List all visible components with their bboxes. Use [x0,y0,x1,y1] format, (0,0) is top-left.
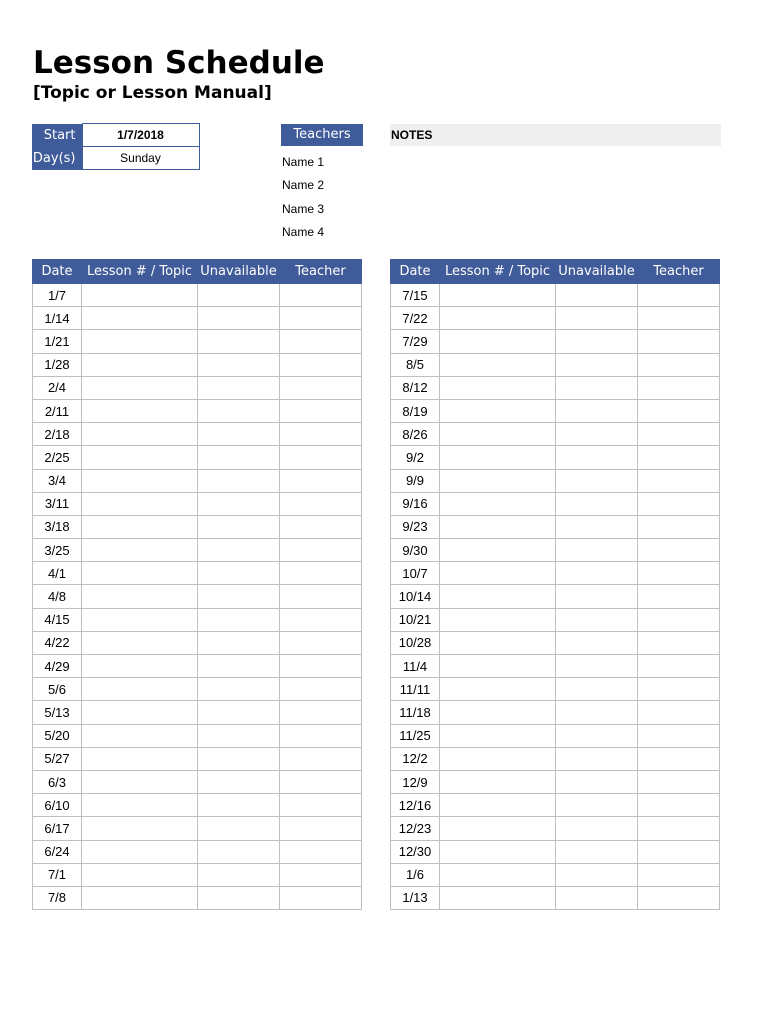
date-cell[interactable]: 7/29 [391,330,440,353]
teacher-cell[interactable] [280,701,362,724]
date-cell[interactable]: 10/28 [391,631,440,654]
unavailable-cell[interactable] [198,701,280,724]
topic-cell[interactable] [82,794,198,817]
teacher-cell[interactable] [638,492,720,515]
date-cell[interactable]: 5/13 [33,701,82,724]
topic-cell[interactable] [82,770,198,793]
date-cell[interactable]: 7/22 [391,307,440,330]
date-cell[interactable]: 1/21 [33,330,82,353]
table-row [33,399,362,422]
date-cell[interactable]: 1/13 [391,886,440,909]
unavailable-cell[interactable] [556,631,638,654]
topic-cell[interactable] [440,655,556,678]
topic-cell[interactable] [82,330,198,353]
teacher-cell[interactable] [280,399,362,422]
teacher-cell[interactable] [638,701,720,724]
unavailable-cell[interactable] [198,886,280,909]
teacher-cell[interactable] [280,724,362,747]
date-cell[interactable]: 10/21 [391,608,440,631]
table-row [33,794,362,817]
table-row [33,608,362,631]
topic-cell[interactable] [82,376,198,399]
teacher-cell[interactable] [638,863,720,886]
teacher-cell[interactable] [638,678,720,701]
date-cell[interactable]: 9/30 [391,539,440,562]
unavailable-cell[interactable] [556,863,638,886]
date-cell[interactable]: 12/9 [391,770,440,793]
topic-cell[interactable] [440,330,556,353]
unavailable-cell[interactable] [198,724,280,747]
table-row [391,886,720,909]
date-cell[interactable]: 8/19 [391,399,440,422]
schedule-table-right [390,259,720,910]
unavailable-cell[interactable] [198,747,280,770]
table-row [391,655,720,678]
date-cell[interactable]: 11/18 [391,701,440,724]
teacher-cell[interactable] [638,399,720,422]
date-cell[interactable]: 1/14 [33,307,82,330]
date-cell[interactable]: 5/6 [33,678,82,701]
unavailable-cell[interactable] [198,399,280,422]
date-cell[interactable]: 2/11 [33,399,82,422]
start-date-cell[interactable]: 1/7/2018 [82,124,199,147]
unavailable-cell[interactable] [556,353,638,376]
date-cell[interactable]: 2/4 [33,376,82,399]
topic-cell[interactable] [82,539,198,562]
page-title: Lesson Schedule [33,45,325,81]
unavailable-cell[interactable] [556,701,638,724]
date-cell[interactable]: 7/8 [33,886,82,909]
topic-cell[interactable] [440,678,556,701]
date-cell[interactable]: 6/3 [33,770,82,793]
table-row [33,446,362,469]
unavailable-cell[interactable] [556,399,638,422]
topic-cell[interactable] [82,863,198,886]
topic-cell[interactable] [82,631,198,654]
unavailable-cell[interactable] [556,284,638,307]
topic-cell[interactable] [440,562,556,585]
unavailable-cell[interactable] [556,747,638,770]
table-row [391,701,720,724]
topic-cell[interactable] [82,608,198,631]
date-cell[interactable]: 12/16 [391,794,440,817]
topic-cell[interactable] [82,284,198,307]
teacher-name-2[interactable]: Name 2 [282,178,325,192]
topic-cell[interactable] [440,307,556,330]
column-header-teacher: Teacher [638,260,720,284]
topic-cell[interactable] [82,840,198,863]
unavailable-cell[interactable] [556,585,638,608]
unavailable-cell[interactable] [198,492,280,515]
table-row [391,817,720,840]
topic-cell[interactable] [440,608,556,631]
unavailable-cell[interactable] [556,886,638,909]
topic-cell[interactable] [440,863,556,886]
topic-cell[interactable] [440,631,556,654]
teacher-cell[interactable] [638,840,720,863]
date-cell[interactable]: 6/17 [33,817,82,840]
unavailable-cell[interactable] [556,515,638,538]
teacher-cell[interactable] [638,770,720,793]
unavailable-cell[interactable] [556,376,638,399]
date-cell[interactable]: 3/18 [33,515,82,538]
topic-cell[interactable] [440,446,556,469]
date-cell[interactable]: 7/1 [33,863,82,886]
unavailable-cell[interactable] [556,817,638,840]
unavailable-cell[interactable] [556,770,638,793]
date-cell[interactable]: 2/25 [33,446,82,469]
teacher-name-3[interactable]: Name 3 [282,202,325,216]
date-cell[interactable]: 6/10 [33,794,82,817]
table-row [391,423,720,446]
teacher-cell[interactable] [280,423,362,446]
column-header-topic: Lesson # / Topic [82,260,198,284]
teacher-cell[interactable] [638,585,720,608]
notes-heading[interactable]: NOTES [390,124,721,146]
topic-cell[interactable] [82,655,198,678]
table-row [33,284,362,307]
table-row [391,284,720,307]
unavailable-cell[interactable] [198,770,280,793]
topic-cell[interactable] [82,446,198,469]
unavailable-cell[interactable] [556,678,638,701]
table-row [33,539,362,562]
unavailable-cell[interactable] [556,492,638,515]
teacher-cell[interactable] [638,469,720,492]
topic-cell[interactable] [440,840,556,863]
unavailable-cell[interactable] [198,353,280,376]
topic-cell[interactable] [440,539,556,562]
table-row [33,469,362,492]
teacher-cell[interactable] [280,794,362,817]
unavailable-cell[interactable] [198,446,280,469]
table-row [391,515,720,538]
unavailable-cell[interactable] [556,469,638,492]
topic-cell[interactable] [440,376,556,399]
date-cell[interactable]: 1/7 [33,284,82,307]
table-row [391,747,720,770]
date-cell[interactable]: 4/15 [33,608,82,631]
teacher-cell[interactable] [638,539,720,562]
table-row [391,469,720,492]
teacher-cell[interactable] [280,353,362,376]
topic-cell[interactable] [82,492,198,515]
table-row [391,446,720,469]
table-row [391,631,720,654]
teacher-cell[interactable] [280,608,362,631]
unavailable-cell[interactable] [198,330,280,353]
teacher-cell[interactable] [280,585,362,608]
table-row [33,678,362,701]
topic-cell[interactable] [440,770,556,793]
unavailable-cell[interactable] [556,840,638,863]
unavailable-cell[interactable] [198,608,280,631]
table-row [391,539,720,562]
unavailable-cell[interactable] [556,307,638,330]
topic-cell[interactable] [82,562,198,585]
table-row [33,515,362,538]
date-cell[interactable]: 1/6 [391,863,440,886]
table-row [391,840,720,863]
teacher-cell[interactable] [280,863,362,886]
topic-cell[interactable] [82,353,198,376]
table-row [391,353,720,376]
table-row [33,562,362,585]
topic-cell[interactable] [440,515,556,538]
teacher-cell[interactable] [280,376,362,399]
topic-cell[interactable] [440,724,556,747]
unavailable-cell[interactable] [556,330,638,353]
table-row [33,863,362,886]
topic-cell[interactable] [440,423,556,446]
topic-cell[interactable] [82,307,198,330]
teacher-cell[interactable] [638,353,720,376]
table-row [391,794,720,817]
topic-cell[interactable] [440,284,556,307]
unavailable-cell[interactable] [198,539,280,562]
topic-cell[interactable] [82,515,198,538]
teacher-cell[interactable] [638,423,720,446]
table-row [33,840,362,863]
date-cell[interactable]: 9/9 [391,469,440,492]
table-row [33,492,362,515]
teacher-cell[interactable] [638,608,720,631]
date-cell[interactable]: 10/7 [391,562,440,585]
date-cell[interactable]: 3/4 [33,469,82,492]
date-cell[interactable]: 5/20 [33,724,82,747]
unavailable-cell[interactable] [198,423,280,446]
table-row [33,747,362,770]
teacher-cell[interactable] [280,840,362,863]
date-cell[interactable]: 10/14 [391,585,440,608]
topic-cell[interactable] [440,469,556,492]
table-row [33,817,362,840]
unavailable-cell[interactable] [556,446,638,469]
table-row [33,376,362,399]
topic-cell[interactable] [440,701,556,724]
date-cell[interactable]: 9/16 [391,492,440,515]
unavailable-cell[interactable] [198,678,280,701]
teacher-cell[interactable] [638,307,720,330]
teacher-cell[interactable] [280,678,362,701]
date-cell[interactable]: 9/2 [391,446,440,469]
date-cell[interactable]: 4/22 [33,631,82,654]
date-cell[interactable]: 7/15 [391,284,440,307]
unavailable-cell[interactable] [556,608,638,631]
teacher-cell[interactable] [280,284,362,307]
teacher-cell[interactable] [280,307,362,330]
table-row [33,585,362,608]
teacher-cell[interactable] [638,817,720,840]
unavailable-cell[interactable] [198,794,280,817]
table-row [391,330,720,353]
unavailable-cell[interactable] [198,655,280,678]
unavailable-cell[interactable] [556,539,638,562]
topic-cell[interactable] [440,492,556,515]
unavailable-cell[interactable] [198,863,280,886]
teacher-cell[interactable] [280,655,362,678]
date-cell[interactable]: 2/18 [33,423,82,446]
column-header-unavailable: Unavailable [556,260,638,284]
table-row [33,631,362,654]
teacher-cell[interactable] [280,330,362,353]
table-row [391,376,720,399]
table-row [33,701,362,724]
unavailable-cell[interactable] [556,794,638,817]
topic-cell[interactable] [82,747,198,770]
topic-cell[interactable] [440,886,556,909]
topic-cell[interactable] [82,423,198,446]
topic-cell[interactable] [82,886,198,909]
teacher-cell[interactable] [638,655,720,678]
column-header-unavailable: Unavailable [198,260,280,284]
date-cell[interactable]: 11/25 [391,724,440,747]
teacher-cell[interactable] [638,446,720,469]
topic-cell[interactable] [440,585,556,608]
date-cell[interactable]: 9/23 [391,515,440,538]
unavailable-cell[interactable] [556,724,638,747]
topic-cell[interactable] [440,747,556,770]
date-cell[interactable]: 3/11 [33,492,82,515]
unavailable-cell[interactable] [198,562,280,585]
topic-cell[interactable] [440,794,556,817]
table-row [33,353,362,376]
teacher-cell[interactable] [280,631,362,654]
teacher-name-4[interactable]: Name 4 [282,225,325,239]
unavailable-cell[interactable] [198,376,280,399]
unavailable-cell[interactable] [198,585,280,608]
date-cell[interactable]: 12/23 [391,817,440,840]
unavailable-cell[interactable] [198,817,280,840]
table-row [391,608,720,631]
date-cell[interactable]: 12/30 [391,840,440,863]
teacher-cell[interactable] [280,817,362,840]
table-row [33,886,362,909]
unavailable-cell[interactable] [556,423,638,446]
date-cell[interactable]: 4/1 [33,562,82,585]
teachers-heading: Teachers [281,124,363,146]
topic-cell[interactable] [440,817,556,840]
teacher-cell[interactable] [638,284,720,307]
start-days-block [32,123,200,170]
table-row [391,585,720,608]
table-row [33,307,362,330]
column-header-date: Date [33,260,82,284]
table-row [33,330,362,353]
teacher-cell[interactable] [638,886,720,909]
unavailable-cell[interactable] [556,655,638,678]
schedule-rows-left [33,284,362,910]
teacher-cell[interactable] [638,562,720,585]
date-cell[interactable]: 12/2 [391,747,440,770]
teacher-cell[interactable] [638,631,720,654]
schedule-rows-right [391,284,720,910]
table-row [391,399,720,422]
table-row [391,863,720,886]
days-label: Day(s) [32,147,82,170]
teacher-cell[interactable] [638,330,720,353]
teacher-cell[interactable] [280,747,362,770]
teacher-cell[interactable] [638,724,720,747]
unavailable-cell[interactable] [198,469,280,492]
teacher-cell[interactable] [280,770,362,793]
table-row [391,307,720,330]
table-row [391,724,720,747]
schedule-table-left [32,259,362,910]
topic-cell[interactable] [82,678,198,701]
column-header-date: Date [391,260,440,284]
start-label: Start [32,124,82,147]
date-cell[interactable]: 8/26 [391,423,440,446]
topic-cell[interactable] [82,585,198,608]
teacher-cell[interactable] [638,794,720,817]
table-row [391,562,720,585]
table-row [33,724,362,747]
unavailable-cell[interactable] [198,307,280,330]
unavailable-cell[interactable] [198,284,280,307]
teacher-cell[interactable] [638,376,720,399]
teacher-cell[interactable] [638,747,720,770]
date-cell[interactable]: 6/24 [33,840,82,863]
table-row [33,655,362,678]
table-row [391,770,720,793]
date-cell[interactable]: 4/29 [33,655,82,678]
date-cell[interactable]: 8/5 [391,353,440,376]
table-row [33,770,362,793]
topic-cell[interactable] [82,399,198,422]
page-subtitle[interactable]: [Topic or Lesson Manual] [33,83,272,103]
date-cell[interactable]: 8/12 [391,376,440,399]
table-row [391,492,720,515]
column-header-topic: Lesson # / Topic [440,260,556,284]
teacher-cell[interactable] [280,515,362,538]
unavailable-cell[interactable] [556,562,638,585]
teacher-cell[interactable] [280,562,362,585]
teacher-cell[interactable] [280,492,362,515]
date-cell[interactable]: 11/4 [391,655,440,678]
date-cell[interactable]: 5/27 [33,747,82,770]
column-header-teacher: Teacher [280,260,362,284]
topic-cell[interactable] [440,353,556,376]
teacher-cell[interactable] [280,469,362,492]
teacher-cell[interactable] [638,515,720,538]
unavailable-cell[interactable] [198,840,280,863]
table-row [391,678,720,701]
date-cell[interactable]: 3/25 [33,539,82,562]
topic-cell[interactable] [440,399,556,422]
days-cell[interactable]: Sunday [82,147,199,170]
unavailable-cell[interactable] [198,631,280,654]
teacher-cell[interactable] [280,446,362,469]
date-cell[interactable]: 4/8 [33,585,82,608]
topic-cell[interactable] [82,469,198,492]
topic-cell[interactable] [82,701,198,724]
date-cell[interactable]: 1/28 [33,353,82,376]
teacher-name-1[interactable]: Name 1 [282,155,325,169]
unavailable-cell[interactable] [198,515,280,538]
table-row [33,423,362,446]
teacher-cell[interactable] [280,886,362,909]
topic-cell[interactable] [82,724,198,747]
teacher-cell[interactable] [280,539,362,562]
topic-cell[interactable] [82,817,198,840]
date-cell[interactable]: 11/11 [391,678,440,701]
